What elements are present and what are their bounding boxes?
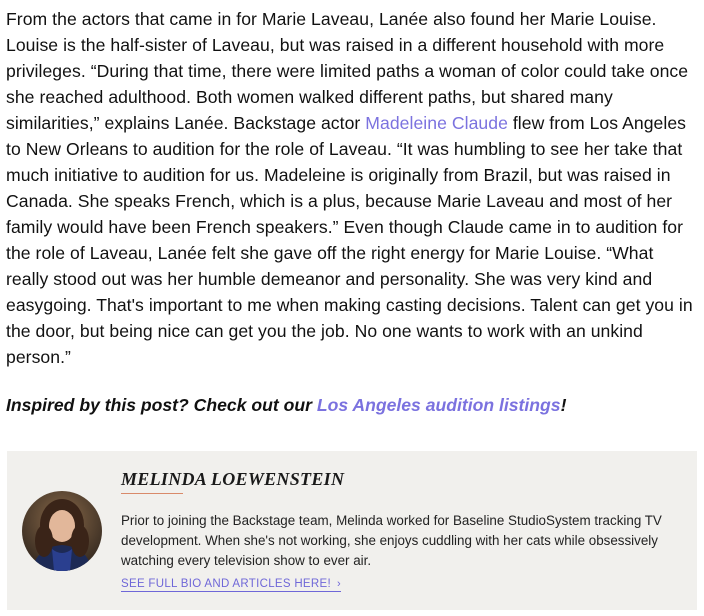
full-bio-link-label: SEE FULL BIO AND ARTICLES HERE! [121, 578, 331, 590]
author-bio-text: Prior to joining the Backstage team, Melinda worked for Baseline StudioSystem tracking TV development. When she's not working, she enjoys cuddling with her cats while obsessively watching every television show to ever air. [121, 513, 662, 568]
author-name: MELINDA LOEWENSTEIN [121, 469, 345, 489]
author-photo-icon [22, 491, 102, 571]
cta-exclamation: ! [560, 395, 567, 415]
audition-listings-link[interactable]: Los Angeles audition listings [316, 395, 561, 415]
article-paragraph [6, 6, 698, 370]
article-text-segment: flew from Los Angeles to New Orleans to audition for the role of Laveau. “It was humbling to see her take that much initiative to audition for us. Madeleine is originally from Brazil, but was raised in Canada. She speaks French, which is a plus, because Marie Laveau and most of her family would have been French speakers.” Even though Claude came in to audition for the role of Laveau, Lanée felt she gave off the right energy for Marie Louise. “What really stood out was her humble demeanor and personality. She was very kind and easygoing. That's important to me when making casting decisions. Talent can get you in the door, but being nice can get you the job. No one wants to work with an unkind person.” [6, 113, 693, 367]
author-bio-card [7, 451, 697, 610]
author-name-underline [121, 493, 183, 494]
article-text-segment: From the actors that came in for Marie Laveau, Lanée also found her Marie Louise. Louise is the half-sister of Laveau, but was raised in a different household with more privileges. “During that time, there were limited paths a woman of color could take once she reached adulthood. Both women walked different paths, but shared many similarities,” explains Lanée. Backstage actor [6, 9, 689, 133]
chevron-right-icon: › [336, 578, 341, 590]
cta-paragraph [6, 392, 698, 418]
author-avatar [22, 491, 102, 571]
madeleine-claude-link[interactable]: Madeleine Claude [365, 113, 508, 133]
cta-text: Inspired by this post? Check out our [6, 395, 317, 415]
full-bio-link[interactable] [121, 578, 341, 592]
